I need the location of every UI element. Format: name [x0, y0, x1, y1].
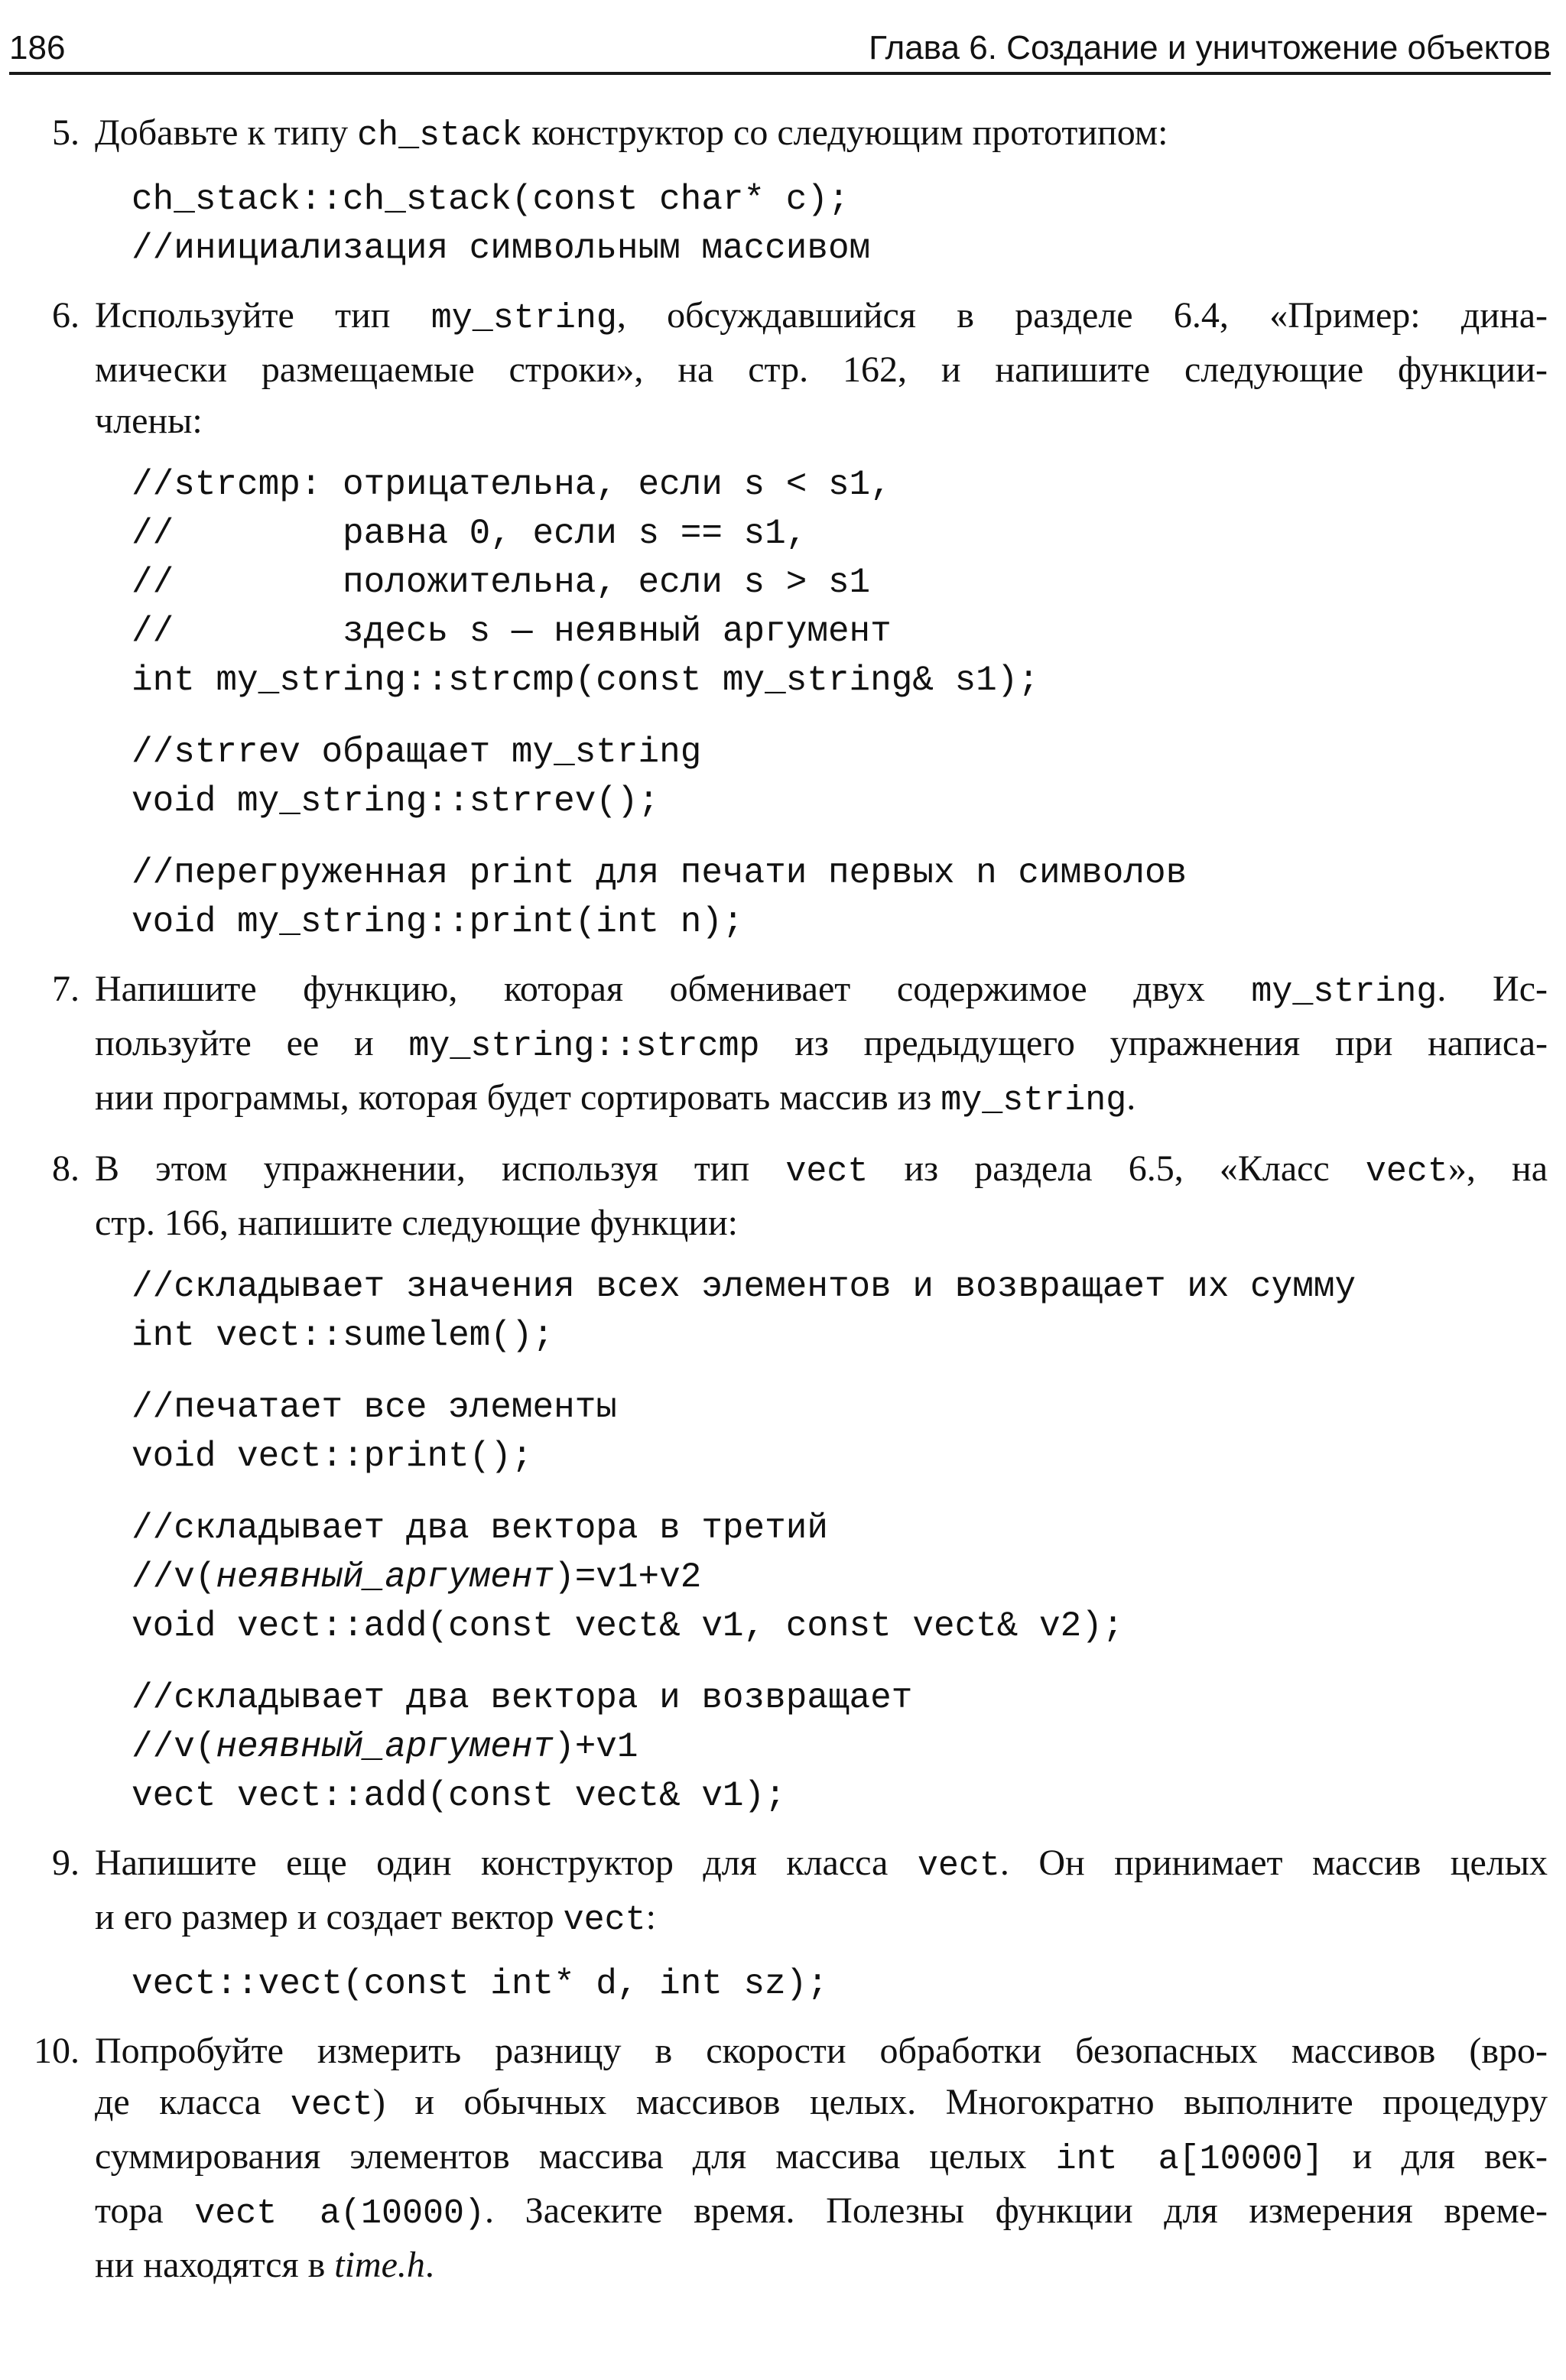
inline-code: vect [290, 2086, 373, 2125]
code-gap [132, 1360, 1566, 1383]
text-run: . [1126, 1077, 1136, 1118]
exercise-text [95, 963, 1548, 1126]
text-line [95, 2131, 1548, 2185]
text-run: Используйте тип [95, 295, 431, 336]
code-line: // равна 0, если s == s1, [132, 514, 807, 554]
italic-text: time.h [334, 2245, 425, 2285]
code-block [132, 175, 1566, 273]
inline-code: ch_stack [357, 116, 523, 155]
code-line: ch_stack::ch_stack(const char* c); [132, 180, 850, 219]
text-run: Напишите функцию, которая обменивает содержимое двух [95, 969, 1252, 1009]
text-run: », на [1447, 1148, 1548, 1189]
text-line [95, 2185, 1548, 2239]
exercise-item [0, 1143, 1566, 1820]
code-text: //v( [132, 1557, 216, 1597]
text-line [95, 344, 1548, 395]
code-line: int my_string::strcmp(const my_string& s1); [132, 661, 1039, 700]
code-block [132, 1960, 1566, 2008]
exercise-list [0, 107, 1566, 2307]
text-run: тора [95, 2190, 195, 2231]
code-line: void my_string::print(int n); [132, 902, 744, 942]
chapter-title: Глава 6. Создание и уничтожение объектов [869, 29, 1551, 67]
text-line [95, 1072, 1548, 1126]
code-line [132, 1722, 1566, 1771]
text-line [95, 2025, 1548, 2076]
text-run: суммирования элементов массива для массива целых [95, 2136, 1056, 2177]
exercise-text [95, 290, 1548, 446]
code-block [132, 1262, 1566, 1820]
text-line [95, 1197, 1548, 1248]
code-text: )+v1 [554, 1727, 638, 1767]
exercise-item [0, 107, 1566, 273]
exercise-number: 7. [52, 969, 80, 1009]
text-run: В этом упражнении, используя тип [95, 1148, 786, 1189]
code-line: //перегруженная print для печати первых n символов [132, 853, 1187, 893]
inline-code: my_string [941, 1081, 1127, 1120]
page-header [9, 26, 1551, 75]
text-line [95, 2076, 1548, 2131]
text-run: из раздела 6.5, «Класс [868, 1148, 1366, 1189]
exercise-text [95, 1837, 1548, 1946]
exercise-item [0, 963, 1566, 1126]
code-text: )=v1+v2 [554, 1557, 702, 1597]
code-line: vect vect::add(const vect& v1); [132, 1776, 786, 1816]
code-line: void vect::print(); [132, 1437, 533, 1476]
code-italic: неявный_аргумент [216, 1557, 554, 1597]
text-run: . [424, 2245, 434, 2285]
exercise-text [95, 1143, 1548, 1248]
text-run: ) и обычных массивов целых. Многократно выполните процедуру [372, 2082, 1548, 2122]
code-line: // положительна, если s > s1 [132, 563, 871, 602]
exercise-number: 9. [52, 1843, 80, 1883]
text-line [95, 963, 1548, 1018]
text-run: . Он принимает массив целых [999, 1843, 1548, 1883]
inline-code: my_string::strcmp [408, 1027, 760, 1066]
code-line: int vect::sumelem(); [132, 1316, 554, 1356]
text-line [95, 1837, 1548, 1891]
text-line [95, 1891, 1548, 1946]
inline-code: vect [917, 1846, 1000, 1885]
text-run: из предыдущего упражнения при написа- [759, 1023, 1548, 1063]
text-line [95, 1143, 1548, 1197]
exercise-number: 5. [52, 112, 80, 153]
text-run: Попробуйте измерить разницу в скорости обработки безопасных массивов (вро- [95, 2031, 1548, 2071]
code-line: //складывает два вектора и возвращает [132, 1678, 913, 1718]
code-line: vect::vect(const int* d, int sz); [132, 1964, 828, 2004]
inline-code: my_string [430, 299, 617, 338]
code-line: //strrev обращает my_string [132, 732, 702, 772]
exercise-number: 8. [52, 1148, 80, 1189]
text-run: конструктор со следующим прототипом: [522, 112, 1168, 153]
code-gap [132, 826, 1566, 849]
inline-code: vect [785, 1152, 869, 1191]
text-run: : [645, 1897, 656, 1937]
code-line: //инициализация символьным массивом [132, 229, 871, 268]
text-run: . Ис- [1437, 969, 1548, 1009]
exercise-number: 6. [52, 295, 80, 336]
exercise-item [0, 1837, 1566, 2008]
code-line: //складывает два вектора в третий [132, 1508, 828, 1548]
exercise-number: 10. [34, 2031, 80, 2071]
text-line [95, 290, 1548, 344]
text-run: стр. 166, напишите следующие функции: [95, 1203, 739, 1243]
inline-code: vect [563, 1901, 646, 1940]
code-line: // здесь s — неявный аргумент [132, 612, 892, 651]
text-run: . Засеките время. Полезны функции для измерения време- [485, 2190, 1548, 2231]
text-run: де класса [95, 2082, 291, 2122]
exercise-text [95, 107, 1548, 161]
text-run: нии программы, которая будет сортировать массив из [95, 1077, 941, 1118]
code-line: void my_string::strrev(); [132, 781, 660, 821]
code-text: //v( [132, 1727, 216, 1767]
code-line [132, 1553, 1566, 1602]
text-run: пользуйте ее и [95, 1023, 409, 1063]
text-run: Добавьте к типу [95, 112, 358, 153]
text-line [95, 1018, 1548, 1072]
text-line [95, 2239, 1548, 2291]
code-line: void vect::add(const vect& v1, const vect& v2); [132, 1606, 1124, 1646]
text-run: и его размер и создает вектор [95, 1897, 564, 1937]
text-run: и для век- [1323, 2136, 1548, 2177]
inline-code: int a[10000] [1055, 2140, 1324, 2179]
code-line: //печатает все элементы [132, 1388, 617, 1427]
text-run: ни находятся в [95, 2245, 335, 2285]
text-run: , обсуждавшийся в разделе 6.4, «Пример: дина- [616, 295, 1548, 336]
inline-code: my_string [1251, 972, 1438, 1011]
inline-code: vect a(10000) [194, 2194, 485, 2233]
code-line: //strcmp: отрицательна, если s < s1, [132, 465, 892, 505]
text-run: члены: [95, 401, 203, 441]
code-gap [132, 705, 1566, 728]
code-line: //складывает значения всех элементов и возвращает их сумму [132, 1267, 1356, 1307]
text-run: мически размещаемые строки», на стр. 162, и напишите следующие функции- [95, 349, 1548, 390]
text-line [95, 395, 1548, 446]
page-number: 186 [9, 29, 66, 67]
code-gap [132, 1481, 1566, 1504]
exercise-text [95, 2025, 1548, 2291]
text-line [95, 107, 1548, 161]
inline-code: vect [1365, 1152, 1448, 1191]
code-italic: неявный_аргумент [216, 1727, 554, 1767]
text-run: Напишите еще один конструктор для класса [95, 1843, 918, 1883]
code-gap [132, 1651, 1566, 1674]
exercise-item [0, 290, 1566, 946]
exercise-item [0, 2025, 1566, 2291]
code-block [132, 460, 1566, 946]
